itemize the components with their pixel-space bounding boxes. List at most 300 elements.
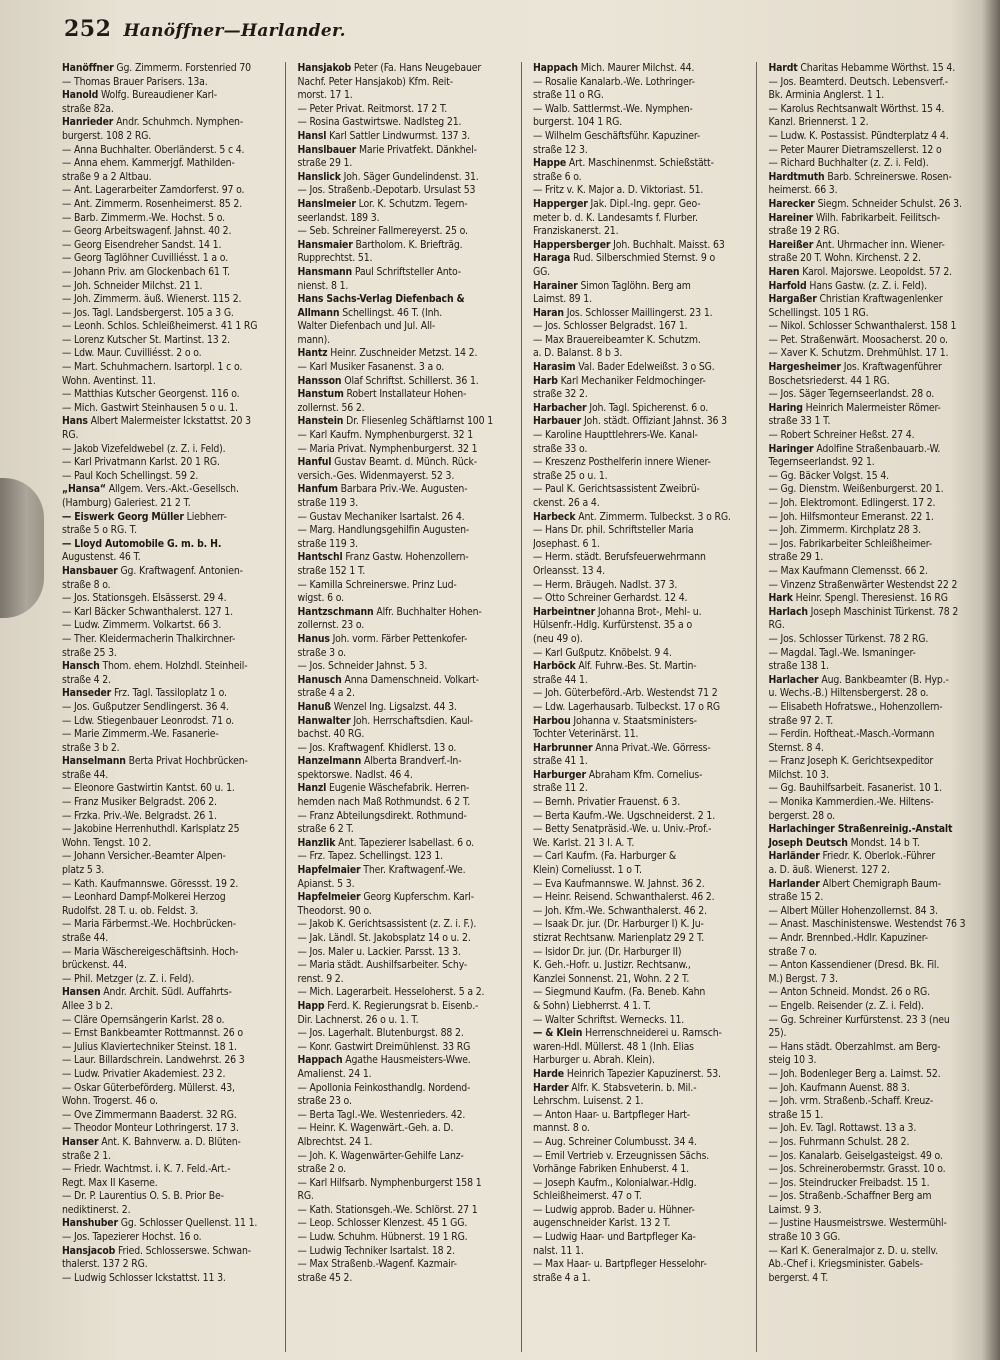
directory-entry xyxy=(768,198,984,212)
entry-surname: Joseph Deutsch xyxy=(768,836,848,849)
directory-entry xyxy=(62,415,281,429)
entry-text: Abraham Kfm. Cornelius- xyxy=(585,768,703,781)
directory-entry xyxy=(62,810,281,824)
directory-entry xyxy=(62,252,281,266)
entry-text: Charitas Hebamme Wörthst. 15 4. xyxy=(797,62,956,74)
directory-entry xyxy=(768,742,984,756)
directory-entry xyxy=(768,415,984,429)
entry-text: Orleansst. 13 4. xyxy=(532,564,605,577)
directory-entry xyxy=(768,592,984,606)
directory-entry xyxy=(533,810,752,824)
entry-text: — Gg. Dienstm. Weißenburgerst. 20 1. xyxy=(768,483,944,496)
entry-text: — Frz. Tapez. Schellingst. 123 1. xyxy=(297,850,444,863)
directory-entry xyxy=(533,687,752,701)
directory-entry xyxy=(62,823,281,837)
directory-entry xyxy=(533,89,752,103)
directory-entry xyxy=(297,1041,516,1055)
entry-surname: Harböck xyxy=(532,660,576,673)
entry-text: — Ove Zimmermann Baaderst. 32 RG. xyxy=(62,1108,237,1121)
entry-text: — Heinr. Reisend. Schwanthalerst. 46 2. xyxy=(532,891,715,904)
entry-text: — Magdal. Tagl.-We. Ismaninger- xyxy=(768,646,916,659)
directory-entry xyxy=(62,932,281,946)
directory-entry xyxy=(62,946,281,960)
directory-entry xyxy=(297,1272,516,1286)
entry-text: Siegm. Schneider Schulst. 26 3. xyxy=(814,197,962,210)
directory-entry xyxy=(62,701,281,715)
entry-text: Heinrich Tapezier Kapuzinerst. 53. xyxy=(564,1067,721,1080)
entry-text: a. D. äuß. Wienerst. 127 2. xyxy=(768,864,890,877)
entry-text: bergerst. 4 T. xyxy=(768,1271,829,1284)
directory-entry xyxy=(533,551,752,565)
entry-text: — Jos. Schlosser Türkenst. 78 2 RG. xyxy=(768,632,929,645)
entry-text: — Ther. Kleidermacherin Thalkirchner- xyxy=(62,632,236,645)
entry-surname: Harbeck xyxy=(532,510,576,523)
entry-text: spektorswe. Nadlst. 46 4. xyxy=(297,768,413,781)
entry-text: — Maria städt. Aushilfsarbeiter. Schy- xyxy=(297,959,468,972)
directory-entry xyxy=(768,320,984,334)
entry-text: — Friedr. Wachtmst. i. K. 7. Feld.-Art.- xyxy=(62,1163,231,1176)
entry-surname: Hansjacob xyxy=(62,1244,116,1257)
entry-text: zollernst. 23 o. xyxy=(297,619,365,632)
entry-text: K. Geh.-Hofr. u. Justizr. Rechtsanw., xyxy=(532,959,691,972)
directory-entry xyxy=(533,973,752,987)
directory-entry xyxy=(62,878,281,892)
directory-entry xyxy=(533,918,752,932)
entry-text: straße 119 3. xyxy=(297,497,358,509)
entry-surname: Harecker xyxy=(768,197,815,210)
entry-text: — Leop. Schlosser Klenzest. 45 1 GG. xyxy=(297,1217,468,1230)
directory-entry xyxy=(533,1231,752,1245)
directory-entry xyxy=(768,280,984,294)
directory-entry xyxy=(62,1258,281,1272)
entry-text: — Jos. Maler u. Lackier. Parsst. 13 3. xyxy=(297,945,461,958)
directory-entry xyxy=(533,293,752,307)
entry-text: — Herm. Bräugeh. Nadlst. 37 3. xyxy=(532,578,678,591)
entry-text: straße 8 o. xyxy=(62,578,111,591)
entry-text: Wolfg. Bureaudiener Karl- xyxy=(98,89,218,102)
entry-text: Marie Privatfekt. Dänkhel- xyxy=(356,143,477,156)
directory-entry xyxy=(62,1190,281,1204)
entry-text: Schellingst. 46 T. (Inh. xyxy=(339,306,443,319)
entry-text: Albert Chemigraph Baum- xyxy=(819,877,941,890)
entry-text: straße 4 a 2. xyxy=(297,687,355,700)
directory-entry xyxy=(62,1109,281,1123)
directory-entry xyxy=(297,89,516,103)
entry-surname: Harder xyxy=(532,1081,569,1094)
entry-text: platz 5 3. xyxy=(62,864,105,877)
directory-entry xyxy=(62,905,281,919)
directory-entry xyxy=(533,837,752,851)
entry-text: — Karolus Rechtsanwalt Wörthst. 15 4. xyxy=(768,102,945,115)
entry-surname: Hanser xyxy=(62,1135,99,1148)
entry-text: — Max Brauereibeamter K. Schutzm. xyxy=(532,333,701,346)
directory-entry xyxy=(768,579,984,593)
directory-entry xyxy=(768,633,984,647)
directory-entry xyxy=(62,511,281,525)
entry-text: straße 33 1 T. xyxy=(768,415,831,428)
entry-text: bachst. 40 RG. xyxy=(297,728,365,741)
entry-text: — Ludw. Privatier Akademiest. 23 2. xyxy=(62,1067,226,1080)
directory-entry xyxy=(62,293,281,307)
entry-text: Alfr. K. Stabsveterin. b. Mil.- xyxy=(568,1081,697,1094)
entry-text: — Joh. Elektromont. Edlingerst. 17 2. xyxy=(768,497,936,509)
column-3 xyxy=(533,62,757,1352)
entry-text: Art. Maschinenmst. Schießstätt- xyxy=(566,157,714,170)
entry-text: — Jos. Säger Tegernseerlandst. 28 o. xyxy=(768,388,935,401)
entry-text: straße 4 2. xyxy=(62,673,111,686)
directory-entry xyxy=(768,184,984,198)
entry-text: — Marg. Handlungsgehilfin Augusten- xyxy=(297,524,470,537)
entry-text: — Wilhelm Geschäftsführ. Kapuziner- xyxy=(532,129,701,142)
entry-text: Ther. Kraftwagenf.-We. xyxy=(360,864,466,877)
directory-entry xyxy=(297,687,516,701)
entry-text: Simon Taglöhn. Berg am xyxy=(577,279,691,292)
entry-text: — Lorenz Kutscher St. Martinst. 13 2. xyxy=(62,333,230,346)
entry-text: — Hans Dr. phil. Schriftsteller Maria xyxy=(532,524,694,537)
entry-text: — Phil. Metzger (z. Z. i. Feld). xyxy=(62,972,195,985)
entry-text: Gg. Kraftwagenf. Antonien- xyxy=(117,564,243,577)
entry-text: — Jos. Straßenb.-Depotarb. Ursulast 53 xyxy=(297,184,476,197)
directory-entry xyxy=(62,157,281,171)
directory-entry xyxy=(533,443,752,457)
directory-entry xyxy=(297,769,516,783)
entry-text: Walter Diefenbach und Jul. All- xyxy=(297,320,436,333)
directory-entry xyxy=(297,388,516,402)
entry-text: M.) Bergst. 7 3. xyxy=(768,972,838,985)
entry-surname: Harbauer xyxy=(532,415,582,428)
directory-entry xyxy=(297,606,516,620)
entry-surname: Harburger xyxy=(532,768,586,781)
entry-surname: Happersberger xyxy=(532,238,611,251)
entry-text: Georg Kupferschm. Karl- xyxy=(360,891,474,904)
directory-entry xyxy=(768,619,984,633)
directory-entry xyxy=(297,755,516,769)
directory-entry xyxy=(62,1204,281,1218)
entry-text: straße 6 o. xyxy=(532,170,582,183)
directory-entry xyxy=(297,456,516,470)
entry-text: Alfr. Buchhalter Hohen- xyxy=(373,605,482,618)
directory-entry xyxy=(768,810,984,824)
directory-entry xyxy=(533,415,752,429)
entry-text: — Ernst Bankbeamter Rottmannst. 26 o xyxy=(62,1027,243,1040)
entry-text: — Isaak Dr. jur. (Dr. Harburger I) K. Ju- xyxy=(532,918,704,931)
entry-text: — Hans städt. Oberzahlmst. am Berg- xyxy=(768,1040,941,1053)
directory-entry xyxy=(533,1258,752,1272)
entry-text: — Ludwig Haar- und Bartpfleger Ka- xyxy=(532,1231,696,1244)
directory-entry xyxy=(533,1054,752,1068)
directory-entry xyxy=(533,307,752,321)
directory-entry xyxy=(297,361,516,375)
directory-entry xyxy=(533,280,752,294)
directory-entry xyxy=(533,1122,752,1136)
directory-entry xyxy=(62,565,281,579)
entry-text: Olaf Schriftst. Schillerst. 36 1. xyxy=(341,374,479,387)
directory-entry xyxy=(62,1054,281,1068)
entry-text: straße 15 2. xyxy=(768,891,824,904)
entry-text: — Kath. Kaufmannswe. Göressst. 19 2. xyxy=(62,877,239,890)
directory-entry xyxy=(297,334,516,348)
entry-text: — Seb. Schreiner Fallmereyerst. 25 o. xyxy=(297,225,468,238)
entry-surname: Hanful xyxy=(297,456,332,469)
directory-entry xyxy=(62,130,281,144)
entry-text: straße 23 o. xyxy=(297,1095,352,1108)
entry-surname: Hanrieder xyxy=(62,116,114,129)
directory-entry xyxy=(62,1122,281,1136)
directory-entry xyxy=(62,1000,281,1014)
directory-entry xyxy=(533,1272,752,1286)
entry-text: Rudolfst. 28 T. u. ob. Feldst. 3. xyxy=(62,904,199,917)
entry-text: — Franz Musiker Belgradst. 206 2. xyxy=(62,796,217,809)
directory-entry xyxy=(768,687,984,701)
entry-text: — Jos. Kanalarb. Geiselgasteigst. 49 o. xyxy=(768,1149,943,1162)
directory-entry xyxy=(533,959,752,973)
directory-entry xyxy=(297,728,516,742)
directory-entry xyxy=(62,1136,281,1150)
directory-entry xyxy=(533,103,752,117)
entry-text: Kanzlei Sonnenst. 21, Wohn. 2 2 T. xyxy=(532,972,690,985)
directory-entry xyxy=(297,483,516,497)
entry-text: Franz Gastw. Hohenzollern- xyxy=(342,551,469,564)
entry-text: hemden nach Maß Rothmundst. 6 2 T. xyxy=(297,796,471,809)
entry-text: Rupprechtst. 51. xyxy=(297,252,373,265)
entry-text: — Georg Arbeitswagenf. Jahnst. 40 2. xyxy=(62,225,232,238)
directory-entry xyxy=(297,660,516,674)
entry-text: Sternst. 8 4. xyxy=(768,741,824,754)
directory-entry xyxy=(62,742,281,756)
entry-text: — Jos. Straßenb.-Schaffner Berg am xyxy=(768,1190,932,1203)
entry-text: straße 15 1. xyxy=(768,1108,824,1121)
entry-text: Herrenschneiderei u. Ramsch- xyxy=(582,1027,722,1040)
entry-text: Heinr. Spengl. Theresienst. 16 RG xyxy=(792,592,948,605)
directory-entry xyxy=(768,1095,984,1109)
entry-surname: Hans xyxy=(62,415,88,428)
directory-entry xyxy=(768,1272,984,1286)
directory-entry xyxy=(62,551,281,565)
directory-entry xyxy=(297,470,516,484)
entry-text: — Ludwig approb. Bader u. Hühner- xyxy=(532,1203,695,1216)
entry-text: Tegernseerlandst. 92 1. xyxy=(768,456,875,469)
directory-entry xyxy=(62,1231,281,1245)
directory-entry xyxy=(297,647,516,661)
entry-text: straße 138 1. xyxy=(768,660,829,673)
entry-text: — Elisabeth Hofratswe., Hohenzollern- xyxy=(768,700,943,713)
directory-entry xyxy=(297,986,516,1000)
directory-entry xyxy=(533,361,752,375)
entry-text: nalst. 11 1. xyxy=(532,1244,584,1257)
directory-entry xyxy=(62,1177,281,1191)
entry-text: Tochter Veterinärst. 11. xyxy=(532,728,639,741)
directory-entry xyxy=(533,1190,752,1204)
directory-entry xyxy=(62,715,281,729)
directory-entry xyxy=(768,1231,984,1245)
entry-text: Laimst. 89 1. xyxy=(532,293,592,306)
entry-text: Theodorst. 90 o. xyxy=(297,904,372,917)
directory-entry xyxy=(768,239,984,253)
directory-entry xyxy=(297,946,516,960)
directory-entry xyxy=(768,307,984,321)
entry-surname: Harasim xyxy=(532,361,576,374)
directory-entry xyxy=(297,796,516,810)
directory-entry xyxy=(768,850,984,864)
directory-entry xyxy=(533,1082,752,1096)
entry-surname: Happ xyxy=(297,999,325,1012)
directory-entry xyxy=(768,1122,984,1136)
directory-entry xyxy=(768,864,984,878)
entry-text: — Jos. Lagerhalt. Blutenburgst. 88 2. xyxy=(297,1027,464,1040)
entry-text: straße 152 1 T. xyxy=(297,564,366,577)
directory-entry xyxy=(297,62,516,76)
page-number: 252 xyxy=(64,16,112,42)
entry-surname: Hansl xyxy=(297,129,327,142)
directory-entry xyxy=(768,932,984,946)
directory-entry xyxy=(768,1245,984,1259)
directory-entry xyxy=(297,415,516,429)
entry-text: Joh. Buchhalt. Maisst. 63 xyxy=(610,238,725,251)
entry-text: Wohn. Aventinst. 11. xyxy=(62,374,156,387)
entry-text: — Max Kaufmann Clemensst. 66 2. xyxy=(768,564,928,577)
entry-text: versich.-Ges. Widenmayerst. 52 3. xyxy=(297,469,455,482)
entry-text: Apianst. 5 3. xyxy=(297,877,355,890)
directory-entry xyxy=(62,660,281,674)
directory-entry xyxy=(768,1068,984,1082)
entry-text: — Anna Buchhalter. Oberländerst. 5 c 4. xyxy=(62,143,245,156)
entry-text: Josephast. 6 1. xyxy=(532,537,600,550)
entry-text: nediktinerst. 2. xyxy=(62,1203,131,1216)
directory-entry xyxy=(533,647,752,661)
directory-entry xyxy=(62,497,281,511)
entry-text: straße 44 1. xyxy=(532,673,588,686)
directory-entry xyxy=(533,1068,752,1082)
entry-text: — Engelb. Reisender (z. Z. i. Feld). xyxy=(768,999,924,1012)
directory-entry xyxy=(62,280,281,294)
directory-entry xyxy=(62,769,281,783)
entry-text: — Frzka. Priv.-We. Belgradst. 26 1. xyxy=(62,809,217,822)
directory-entry xyxy=(62,402,281,416)
directory-entry xyxy=(62,470,281,484)
directory-entry xyxy=(533,511,752,525)
directory-entry xyxy=(533,1041,752,1055)
page-header xyxy=(64,16,346,42)
directory-entry xyxy=(768,918,984,932)
entry-text: — Robert Schreiner Heßst. 27 4. xyxy=(768,429,915,442)
directory-entry xyxy=(62,579,281,593)
directory-entry xyxy=(62,973,281,987)
directory-entry xyxy=(297,429,516,443)
entry-text: straße 6 2 T. xyxy=(297,823,354,836)
entry-text: — Leonh. Schlos. Schleißheimerst. 41 1 RG xyxy=(62,320,258,333)
directory-entry xyxy=(533,375,752,389)
entry-text: (neu 49 o). xyxy=(532,632,583,645)
entry-text: Nachf. Peter Hansjakob) Kfm. Reit- xyxy=(297,75,453,88)
entry-text: Barbara Priv.-We. Augusten- xyxy=(337,483,468,496)
entry-surname: Haraga xyxy=(532,252,571,265)
directory-entry xyxy=(62,103,281,117)
directory-columns xyxy=(62,62,988,1352)
directory-entry xyxy=(297,157,516,171)
directory-entry xyxy=(768,959,984,973)
entry-text: — Joh. Zimmerm. äuß. Wienerst. 115 2. xyxy=(62,293,242,306)
directory-entry xyxy=(297,212,516,226)
entry-text: We. Karlst. 21 3 I. A. T. xyxy=(532,836,635,849)
entry-text: stizrat Rechtsanw. Marienplatz 29 2 T. xyxy=(532,932,705,944)
entry-text: — Gg. Bauhilfsarbeit. Fasanerist. 10 1. xyxy=(768,782,942,795)
entry-surname: Hanslick xyxy=(297,170,341,183)
directory-entry xyxy=(533,1217,752,1231)
directory-entry xyxy=(533,579,752,593)
entry-text: — Xaver K. Schutzm. Drehmühlst. 17 1. xyxy=(768,347,949,360)
directory-entry xyxy=(533,239,752,253)
directory-entry xyxy=(297,1231,516,1245)
entry-text: — Maria Privat. Nymphenburgerst. 32 1 xyxy=(297,442,478,455)
entry-text: — Anton Schneid. Mondst. 26 o RG. xyxy=(768,986,930,999)
entry-text: burgerst. 104 1 RG. xyxy=(532,116,623,129)
directory-entry xyxy=(533,728,752,742)
entry-text: — Karl Musiker Fasanenst. 3 a o. xyxy=(297,361,445,374)
entry-text: Klein) Corneliusst. 1 o T. xyxy=(532,864,642,877)
entry-text: Wohn. Tengst. 10 2. xyxy=(62,836,152,849)
directory-entry xyxy=(62,144,281,158)
directory-entry xyxy=(768,551,984,565)
directory-entry xyxy=(768,375,984,389)
entry-text: straße 33 o. xyxy=(532,442,588,455)
directory-entry xyxy=(297,1109,516,1123)
entry-surname: Harde xyxy=(532,1067,564,1080)
directory-entry xyxy=(62,837,281,851)
entry-text: Christian Kraftwagenlenker xyxy=(816,293,943,306)
entry-text: — Joh. Güterbeförd.-Arb. Westendst 71 2 xyxy=(532,687,718,700)
directory-entry xyxy=(768,1163,984,1177)
entry-surname: Harbou xyxy=(532,714,571,727)
directory-entry xyxy=(533,850,752,864)
directory-entry xyxy=(297,619,516,633)
directory-entry xyxy=(297,375,516,389)
entry-surname: Hanselmann xyxy=(62,755,126,768)
directory-entry xyxy=(62,1150,281,1164)
directory-entry xyxy=(62,918,281,932)
directory-entry xyxy=(62,239,281,253)
directory-entry xyxy=(768,1204,984,1218)
directory-entry xyxy=(297,103,516,117)
entry-text: — Jos. Fabrikarbeiter Schleißheimer- xyxy=(768,537,933,550)
entry-surname: Harlander xyxy=(768,877,820,890)
directory-entry xyxy=(297,1054,516,1068)
directory-entry xyxy=(62,62,281,76)
directory-entry xyxy=(768,470,984,484)
directory-entry xyxy=(62,959,281,973)
entry-text: — Justine Hausmeistrswe. Westermühl- xyxy=(768,1217,947,1230)
entry-text: Allgem. Vers.-Akt.-Gesellsch. xyxy=(105,483,239,496)
directory-entry xyxy=(62,674,281,688)
entry-surname: Hanuß xyxy=(297,700,331,713)
directory-entry xyxy=(297,810,516,824)
entry-text: wigst. 6 o. xyxy=(297,592,344,605)
directory-entry xyxy=(297,497,516,511)
entry-surname: Hareiner xyxy=(768,211,814,224)
directory-entry xyxy=(768,89,984,103)
directory-entry xyxy=(297,1163,516,1177)
entry-text: Agathe Hausmeisters-Wwe. xyxy=(342,1054,471,1067)
entry-text: Kanzl. Briennerst. 1 2. xyxy=(768,116,869,129)
entry-surname: Hapfelmeier xyxy=(297,891,361,904)
entry-text: — Karl Kaufm. Nymphenburgerst. 32 1 xyxy=(297,429,474,442)
directory-entry xyxy=(533,266,752,280)
directory-entry xyxy=(768,905,984,919)
entry-surname: Harainer xyxy=(532,279,578,292)
directory-entry xyxy=(768,293,984,307)
entry-surname: Hantzschmann xyxy=(297,605,374,618)
entry-text: — Ant. Zimmerm. Rosenheimerst. 85 2. xyxy=(62,197,243,210)
entry-surname: Hansen xyxy=(62,986,101,999)
